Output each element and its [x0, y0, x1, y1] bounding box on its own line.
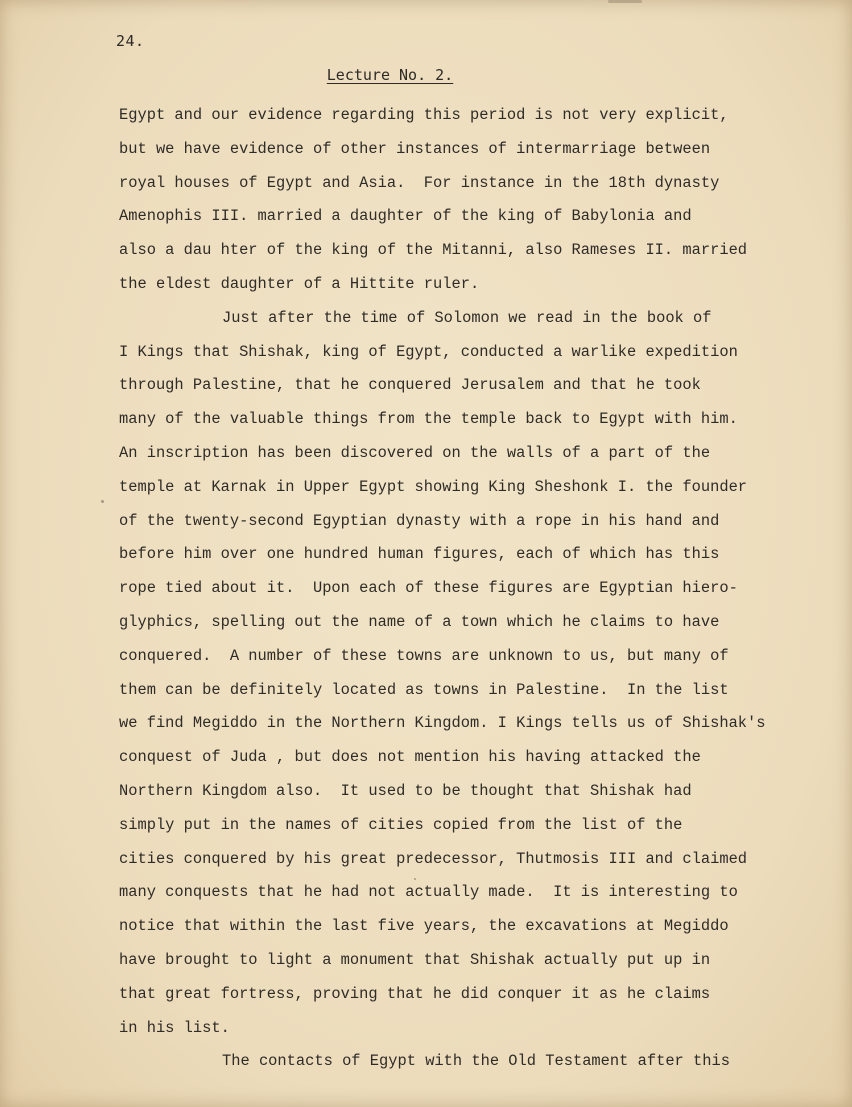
- paper-speck: [101, 500, 104, 503]
- body-text: [119, 99, 819, 1079]
- text-line: I Kings that Shishak, king of Egypt, conducted a warlike expedition: [119, 342, 738, 361]
- text-line: glyphics, spelling out the name of a town which he claims to have: [119, 612, 720, 631]
- text-line: royal houses of Egypt and Asia. For instance in the 18th dynasty: [119, 173, 720, 192]
- text-line: temple at Karnak in Upper Egypt showing King Sheshonk I. the founder: [119, 477, 748, 496]
- text-line: we find Megiddo in the Northern Kingdom. I Kings tells us of Shishak's: [119, 714, 766, 733]
- lecture-title: Lecture No. 2.: [326, 66, 454, 84]
- text-line: conquered. A number of these towns are unknown to us, but many of: [119, 646, 729, 665]
- text-line: rope tied about it. Upon each of these figures are Egyptian hiero-: [119, 579, 738, 598]
- page-number: 24.: [116, 32, 145, 50]
- text-line: conquest of Juda , but does not mention his having attacked the: [119, 748, 701, 767]
- text-line: the eldest daughter of a Hittite ruler.: [119, 274, 480, 293]
- text-line: Just after the time of Solomon we read in the book of: [222, 308, 712, 327]
- text-line: in his list.: [119, 1018, 230, 1037]
- text-line: An inscription has been discovered on the walls of a part of the: [119, 443, 711, 462]
- text-line: Egypt and our evidence regarding this period is not very explicit,: [119, 106, 729, 124]
- text-line: many conquests that he had not actually made. It is interesting to: [119, 883, 738, 902]
- text-line: many of the valuable things from the temple back to Egypt with him.: [119, 410, 738, 429]
- text-line: The contacts of Egypt with the Old Testament after this: [222, 1052, 730, 1071]
- text-line: cities conquered by his great predecessor, Thutmosis III and claimed: [119, 849, 748, 868]
- text-line: also a dau hter of the king of the Mitanni, also Rameses II. married: [119, 241, 748, 260]
- text-line: before him over one hundred human figures, each of which has this: [119, 545, 720, 564]
- text-line: them can be definitely located as towns in Palestine. In the list: [119, 680, 729, 699]
- paper-speck: [608, 0, 642, 3]
- text-line: Northern Kingdom also. It used to be thought that Shishak had: [119, 781, 692, 800]
- text-line: through Palestine, that he conquered Jerusalem and that he took: [119, 376, 701, 395]
- paper-speck: [414, 878, 416, 880]
- text-line: but we have evidence of other instances of intermarriage between: [119, 139, 711, 158]
- text-line: Amenophis III. married a daughter of the king of Babylonia and: [119, 207, 692, 226]
- text-line: notice that within the last five years, the excavations at Megiddo: [119, 917, 729, 936]
- text-line: simply put in the names of cities copied from the list of the: [119, 815, 683, 834]
- text-line: of the twenty-second Egyptian dynasty with a rope in his hand and: [119, 511, 720, 530]
- text-line: have brought to light a monument that Shishak actually put up in: [119, 950, 711, 969]
- text-line: that great fortress, proving that he did conquer it as he claims: [119, 984, 711, 1003]
